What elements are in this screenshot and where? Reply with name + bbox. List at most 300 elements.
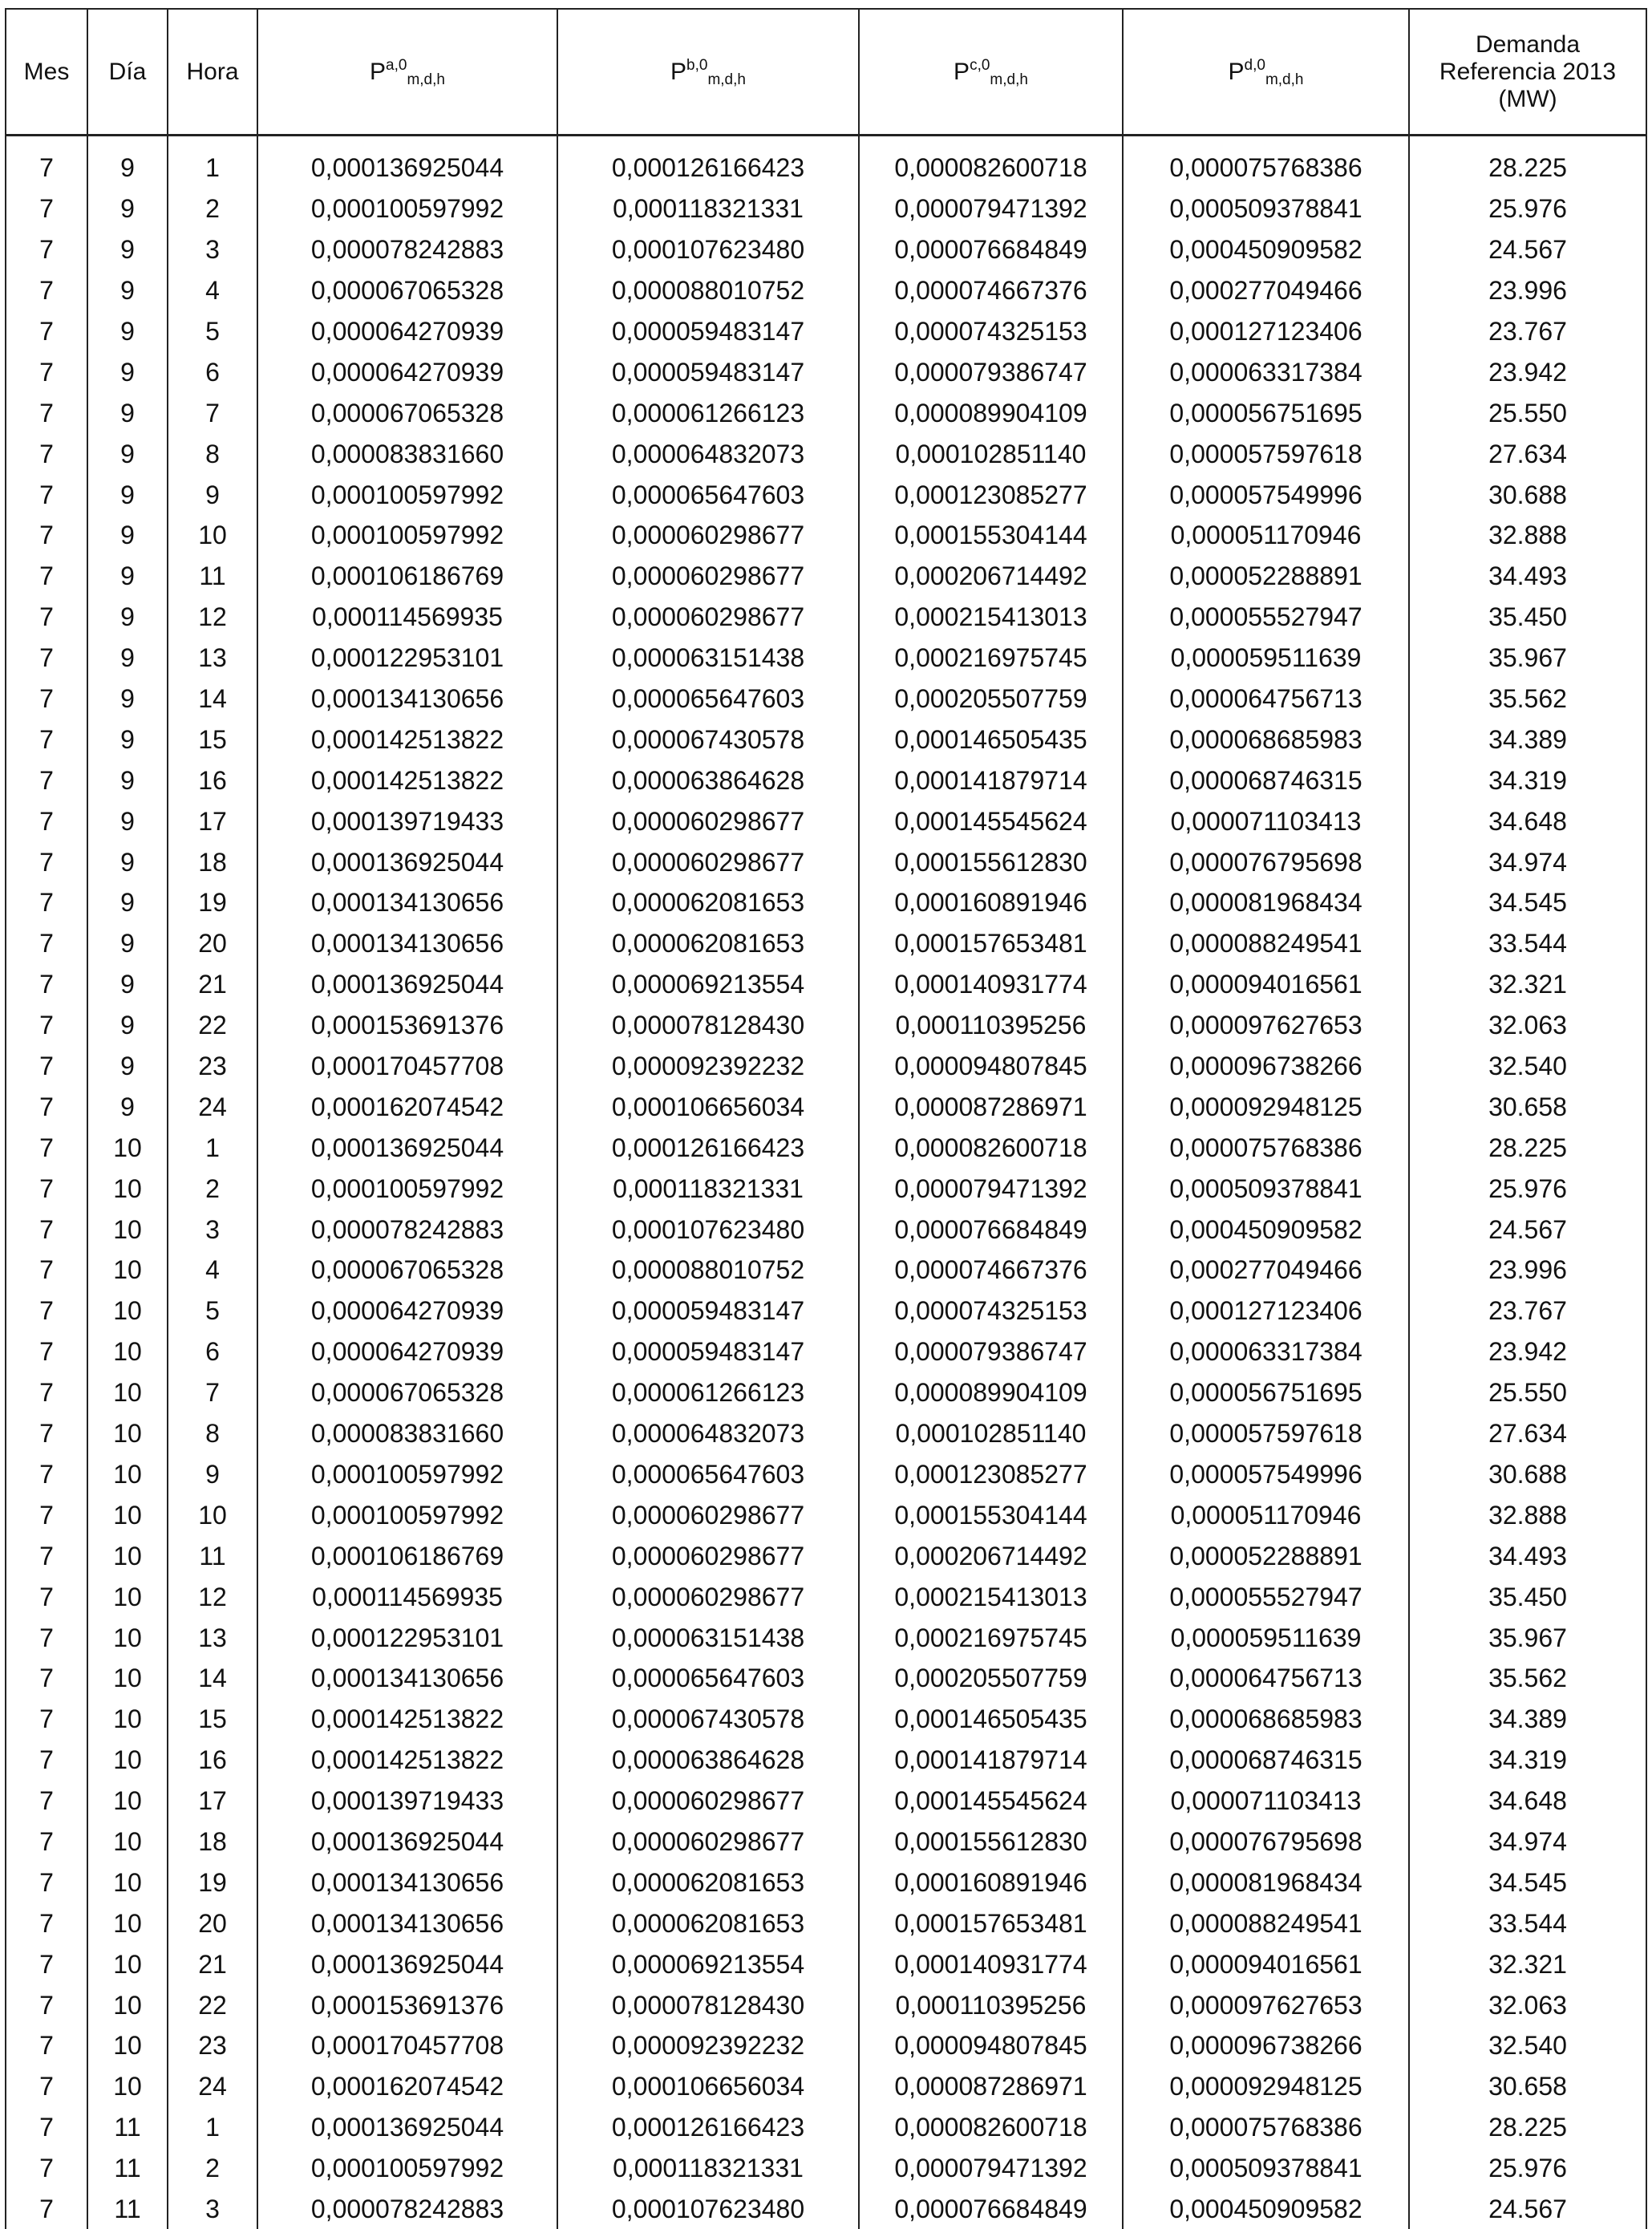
- cell-hora: 5: [168, 1291, 257, 1331]
- cell-demanda: 34.974: [1409, 1822, 1646, 1862]
- cell-hora: 22: [168, 1984, 257, 2025]
- cell-dia: 9: [87, 474, 168, 515]
- cell-pc: 0,000215413013: [859, 597, 1123, 638]
- cell-demanda: 32.321: [1409, 1943, 1646, 1984]
- cell-pa: 0,000134130656: [257, 923, 557, 964]
- cell-pd: 0,000055527947: [1123, 597, 1409, 638]
- cell-demanda: 23.942: [1409, 1331, 1646, 1372]
- cell-mes: 7: [6, 433, 87, 474]
- cell-pc: 0,000110395256: [859, 1984, 1123, 2025]
- cell-dia: 9: [87, 882, 168, 923]
- cell-dia: 9: [87, 270, 168, 311]
- cell-pd: 0,000071103413: [1123, 800, 1409, 841]
- cell-hora: 3: [168, 229, 257, 270]
- cell-pd: 0,000509378841: [1123, 188, 1409, 229]
- cell-pb: 0,000062081653: [557, 1903, 859, 1943]
- cell-pb: 0,000063864628: [557, 1740, 859, 1781]
- cell-hora: 9: [168, 1454, 257, 1495]
- cell-mes: 7: [6, 311, 87, 352]
- cell-hora: 12: [168, 1576, 257, 1617]
- cell-pd: 0,000056751695: [1123, 392, 1409, 433]
- cell-pd: 0,000450909582: [1123, 2189, 1409, 2229]
- cell-pa: 0,000139719433: [257, 800, 557, 841]
- cell-pd: 0,000450909582: [1123, 1209, 1409, 1250]
- table-row: [6, 679, 1646, 719]
- table-row: [6, 1454, 1646, 1495]
- cell-pd: 0,000051170946: [1123, 515, 1409, 556]
- table-row: [6, 1086, 1646, 1127]
- cell-mes: 7: [6, 1862, 87, 1903]
- cell-pc: 0,000155304144: [859, 515, 1123, 556]
- cell-dia: 10: [87, 1984, 168, 2025]
- cell-mes: 7: [6, 679, 87, 719]
- cell-pc: 0,000140931774: [859, 1943, 1123, 1984]
- cell-pb: 0,000107623480: [557, 2189, 859, 2229]
- table-row: [6, 1658, 1646, 1699]
- cell-pc: 0,000155612830: [859, 1822, 1123, 1862]
- cell-mes: 7: [6, 2025, 87, 2066]
- cell-pa: 0,000136925044: [257, 841, 557, 882]
- cell-pd: 0,000051170946: [1123, 1494, 1409, 1535]
- cell-pc: 0,000145545624: [859, 1781, 1123, 1822]
- cell-demanda: 25.976: [1409, 2148, 1646, 2189]
- cell-mes: 7: [6, 1740, 87, 1781]
- table-row: [6, 270, 1646, 311]
- cell-pd: 0,000094016561: [1123, 964, 1409, 1005]
- table-row: [6, 597, 1646, 638]
- header-pa: [257, 9, 557, 136]
- cell-dia: 10: [87, 1209, 168, 1250]
- header-pd-base: P: [1229, 59, 1245, 85]
- cell-pc: 0,000216975745: [859, 638, 1123, 679]
- cell-dia: 9: [87, 556, 168, 597]
- cell-dia: 11: [87, 2148, 168, 2189]
- cell-pc: 0,000074667376: [859, 1250, 1123, 1291]
- cell-pc: 0,000079471392: [859, 1168, 1123, 1209]
- cell-pd: 0,000056751695: [1123, 1372, 1409, 1413]
- cell-demanda: 33.544: [1409, 923, 1646, 964]
- header-pa-sub: m,d,h: [407, 71, 445, 88]
- cell-pc: 0,000157653481: [859, 923, 1123, 964]
- cell-pa: 0,000162074542: [257, 2066, 557, 2107]
- cell-hora: 24: [168, 1086, 257, 1127]
- cell-pc: 0,000205507759: [859, 1658, 1123, 1699]
- header-mes: Mes: [6, 9, 87, 136]
- cell-dia: 10: [87, 1781, 168, 1822]
- cell-dia: 9: [87, 597, 168, 638]
- table-row: [6, 1127, 1646, 1168]
- cell-pb: 0,000060298677: [557, 1494, 859, 1535]
- cell-pd: 0,000075768386: [1123, 148, 1409, 188]
- table-row: [6, 964, 1646, 1005]
- cell-hora: 1: [168, 148, 257, 188]
- cell-mes: 7: [6, 841, 87, 882]
- cell-pa: 0,000170457708: [257, 1046, 557, 1087]
- cell-pc: 0,000205507759: [859, 679, 1123, 719]
- cell-pd: 0,000092948125: [1123, 1086, 1409, 1127]
- cell-pd: 0,000509378841: [1123, 1168, 1409, 1209]
- cell-pa: 0,000064270939: [257, 1331, 557, 1372]
- cell-pc: 0,000082600718: [859, 148, 1123, 188]
- cell-demanda: 34.545: [1409, 882, 1646, 923]
- cell-dia: 11: [87, 2189, 168, 2229]
- cell-pd: 0,000059511639: [1123, 638, 1409, 679]
- cell-pd: 0,000509378841: [1123, 2148, 1409, 2189]
- cell-mes: 7: [6, 351, 87, 392]
- cell-pc: 0,000141879714: [859, 760, 1123, 800]
- cell-pd: 0,000063317384: [1123, 351, 1409, 392]
- cell-mes: 7: [6, 1209, 87, 1250]
- cell-pc: 0,000146505435: [859, 719, 1123, 760]
- cell-mes: 7: [6, 638, 87, 679]
- cell-demanda: 34.389: [1409, 1699, 1646, 1740]
- cell-pa: 0,000100597992: [257, 1168, 557, 1209]
- cell-mes: 7: [6, 760, 87, 800]
- cell-mes: 7: [6, 1494, 87, 1535]
- cell-pb: 0,000088010752: [557, 270, 859, 311]
- cell-demanda: 34.319: [1409, 1740, 1646, 1781]
- cell-demanda: 23.767: [1409, 1291, 1646, 1331]
- cell-mes: 7: [6, 1576, 87, 1617]
- cell-pa: 0,000136925044: [257, 148, 557, 188]
- cell-mes: 7: [6, 1535, 87, 1576]
- cell-pb: 0,000069213554: [557, 1943, 859, 1984]
- cell-pb: 0,000106656034: [557, 2066, 859, 2107]
- header-spacer-row: [6, 136, 1646, 148]
- cell-pd: 0,000057597618: [1123, 433, 1409, 474]
- cell-pd: 0,000094016561: [1123, 1943, 1409, 1984]
- table-row: [6, 1250, 1646, 1291]
- cell-pd: 0,000075768386: [1123, 1127, 1409, 1168]
- header-pc-base: P: [954, 59, 970, 85]
- cell-pc: 0,000089904109: [859, 1372, 1123, 1413]
- cell-hora: 24: [168, 2066, 257, 2107]
- cell-dia: 9: [87, 392, 168, 433]
- cell-dia: 10: [87, 2025, 168, 2066]
- cell-dia: 9: [87, 311, 168, 352]
- table-row: [6, 1740, 1646, 1781]
- cell-mes: 7: [6, 1413, 87, 1454]
- cell-hora: 2: [168, 1168, 257, 1209]
- cell-demanda: 34.493: [1409, 1535, 1646, 1576]
- cell-pa: 0,000100597992: [257, 1454, 557, 1495]
- table-row: [6, 841, 1646, 882]
- cell-hora: 17: [168, 1781, 257, 1822]
- cell-pa: 0,000083831660: [257, 1413, 557, 1454]
- table-row: [6, 1781, 1646, 1822]
- header-pd-sup: d,0: [1245, 57, 1265, 74]
- cell-mes: 7: [6, 1046, 87, 1087]
- cell-dia: 10: [87, 1903, 168, 1943]
- cell-pc: 0,000076684849: [859, 229, 1123, 270]
- cell-pb: 0,000061266123: [557, 1372, 859, 1413]
- table-row: [6, 1699, 1646, 1740]
- header-pb-base: P: [670, 59, 686, 85]
- cell-pc: 0,000079386747: [859, 351, 1123, 392]
- table-row: [6, 433, 1646, 474]
- cell-hora: 10: [168, 515, 257, 556]
- cell-demanda: 35.450: [1409, 597, 1646, 638]
- cell-dia: 10: [87, 1127, 168, 1168]
- cell-pa: 0,000134130656: [257, 1903, 557, 1943]
- demand-profile-table: [5, 8, 1647, 2229]
- cell-pa: 0,000142513822: [257, 1699, 557, 1740]
- cell-dia: 10: [87, 1413, 168, 1454]
- cell-pa: 0,000083831660: [257, 433, 557, 474]
- header-demanda: [1409, 9, 1646, 136]
- cell-hora: 20: [168, 923, 257, 964]
- cell-dia: 10: [87, 1699, 168, 1740]
- cell-hora: 19: [168, 882, 257, 923]
- cell-dia: 9: [87, 229, 168, 270]
- table-row: [6, 2066, 1646, 2107]
- cell-pc: 0,000076684849: [859, 1209, 1123, 1250]
- cell-pb: 0,000065647603: [557, 474, 859, 515]
- cell-pc: 0,000079471392: [859, 2148, 1123, 2189]
- cell-mes: 7: [6, 270, 87, 311]
- cell-hora: 16: [168, 760, 257, 800]
- cell-pa: 0,000153691376: [257, 1984, 557, 2025]
- cell-pa: 0,000142513822: [257, 760, 557, 800]
- cell-pa: 0,000136925044: [257, 964, 557, 1005]
- cell-pb: 0,000060298677: [557, 556, 859, 597]
- table-row: [6, 1617, 1646, 1658]
- table-row: [6, 1984, 1646, 2025]
- cell-pb: 0,000062081653: [557, 923, 859, 964]
- table-row: [6, 1822, 1646, 1862]
- cell-pc: 0,000157653481: [859, 1903, 1123, 1943]
- cell-pc: 0,000145545624: [859, 800, 1123, 841]
- cell-mes: 7: [6, 882, 87, 923]
- cell-dia: 10: [87, 1168, 168, 1209]
- cell-pb: 0,000126166423: [557, 1127, 859, 1168]
- table-row: [6, 1372, 1646, 1413]
- cell-mes: 7: [6, 2107, 87, 2148]
- cell-demanda: 32.888: [1409, 1494, 1646, 1535]
- cell-mes: 7: [6, 188, 87, 229]
- cell-pc: 0,000079471392: [859, 188, 1123, 229]
- cell-demanda: 30.688: [1409, 474, 1646, 515]
- table-row: [6, 1494, 1646, 1535]
- cell-pd: 0,000097627653: [1123, 1005, 1409, 1046]
- cell-hora: 5: [168, 311, 257, 352]
- table-row: [6, 1168, 1646, 1209]
- cell-hora: 18: [168, 1822, 257, 1862]
- cell-pd: 0,000127123406: [1123, 311, 1409, 352]
- cell-pb: 0,000065647603: [557, 1658, 859, 1699]
- cell-hora: 15: [168, 719, 257, 760]
- cell-pd: 0,000068685983: [1123, 719, 1409, 760]
- table-row: [6, 148, 1646, 188]
- cell-hora: 18: [168, 841, 257, 882]
- cell-pd: 0,000063317384: [1123, 1331, 1409, 1372]
- cell-demanda: 28.225: [1409, 1127, 1646, 1168]
- cell-demanda: 27.634: [1409, 1413, 1646, 1454]
- cell-pd: 0,000057549996: [1123, 1454, 1409, 1495]
- cell-hora: 4: [168, 270, 257, 311]
- cell-pb: 0,000065647603: [557, 1454, 859, 1495]
- cell-pb: 0,000092392232: [557, 1046, 859, 1087]
- cell-pd: 0,000096738266: [1123, 2025, 1409, 2066]
- cell-dia: 10: [87, 1331, 168, 1372]
- cell-mes: 7: [6, 923, 87, 964]
- cell-demanda: 27.634: [1409, 433, 1646, 474]
- cell-hora: 15: [168, 1699, 257, 1740]
- cell-pd: 0,000450909582: [1123, 229, 1409, 270]
- cell-mes: 7: [6, 719, 87, 760]
- cell-demanda: 35.450: [1409, 1576, 1646, 1617]
- table-row: [6, 2189, 1646, 2229]
- cell-pd: 0,000052288891: [1123, 1535, 1409, 1576]
- cell-pa: 0,000170457708: [257, 2025, 557, 2066]
- cell-dia: 10: [87, 1658, 168, 1699]
- cell-pb: 0,000078128430: [557, 1005, 859, 1046]
- cell-mes: 7: [6, 1331, 87, 1372]
- cell-dia: 10: [87, 1822, 168, 1862]
- cell-pb: 0,000059483147: [557, 1291, 859, 1331]
- cell-mes: 7: [6, 1250, 87, 1291]
- table-row: [6, 2025, 1646, 2066]
- cell-demanda: 35.967: [1409, 1617, 1646, 1658]
- cell-hora: 20: [168, 1903, 257, 1943]
- cell-pd: 0,000081968434: [1123, 882, 1409, 923]
- cell-hora: 8: [168, 433, 257, 474]
- cell-pb: 0,000067430578: [557, 1699, 859, 1740]
- cell-hora: 10: [168, 1494, 257, 1535]
- cell-hora: 19: [168, 1862, 257, 1903]
- cell-dia: 9: [87, 719, 168, 760]
- cell-pc: 0,000087286971: [859, 1086, 1123, 1127]
- table-row: [6, 2107, 1646, 2148]
- cell-pa: 0,000136925044: [257, 2107, 557, 2148]
- cell-mes: 7: [6, 2066, 87, 2107]
- cell-pd: 0,000064756713: [1123, 679, 1409, 719]
- cell-pb: 0,000092392232: [557, 2025, 859, 2066]
- cell-hora: 14: [168, 679, 257, 719]
- cell-dia: 10: [87, 1454, 168, 1495]
- header-demanda-line1: Demanda: [1476, 31, 1580, 58]
- cell-pa: 0,000106186769: [257, 556, 557, 597]
- cell-pa: 0,000114569935: [257, 1576, 557, 1617]
- cell-pc: 0,000160891946: [859, 1862, 1123, 1903]
- cell-dia: 10: [87, 2066, 168, 2107]
- cell-hora: 3: [168, 2189, 257, 2229]
- cell-hora: 23: [168, 2025, 257, 2066]
- cell-pa: 0,000136925044: [257, 1943, 557, 1984]
- cell-pc: 0,000206714492: [859, 1535, 1123, 1576]
- cell-pa: 0,000134130656: [257, 1658, 557, 1699]
- cell-demanda: 25.976: [1409, 1168, 1646, 1209]
- cell-pb: 0,000067430578: [557, 719, 859, 760]
- cell-dia: 10: [87, 1494, 168, 1535]
- cell-mes: 7: [6, 515, 87, 556]
- cell-pa: 0,000078242883: [257, 1209, 557, 1250]
- cell-dia: 10: [87, 1740, 168, 1781]
- cell-mes: 7: [6, 1822, 87, 1862]
- cell-pa: 0,000067065328: [257, 270, 557, 311]
- cell-dia: 11: [87, 2107, 168, 2148]
- cell-demanda: 28.225: [1409, 148, 1646, 188]
- cell-demanda: 24.567: [1409, 2189, 1646, 2229]
- cell-mes: 7: [6, 556, 87, 597]
- cell-pc: 0,000076684849: [859, 2189, 1123, 2229]
- cell-pc: 0,000094807845: [859, 2025, 1123, 2066]
- cell-pd: 0,000075768386: [1123, 2107, 1409, 2148]
- cell-pa: 0,000078242883: [257, 229, 557, 270]
- cell-pb: 0,000060298677: [557, 800, 859, 841]
- cell-pa: 0,000142513822: [257, 719, 557, 760]
- cell-dia: 9: [87, 1046, 168, 1087]
- cell-dia: 9: [87, 188, 168, 229]
- cell-demanda: 24.567: [1409, 229, 1646, 270]
- cell-pc: 0,000215413013: [859, 1576, 1123, 1617]
- cell-hora: 21: [168, 964, 257, 1005]
- cell-pa: 0,000100597992: [257, 515, 557, 556]
- cell-pc: 0,000110395256: [859, 1005, 1123, 1046]
- cell-dia: 9: [87, 515, 168, 556]
- header-dia: Día: [87, 9, 168, 136]
- cell-hora: 23: [168, 1046, 257, 1087]
- table-row: [6, 351, 1646, 392]
- table-row: [6, 719, 1646, 760]
- cell-mes: 7: [6, 2189, 87, 2229]
- cell-mes: 7: [6, 229, 87, 270]
- cell-dia: 9: [87, 433, 168, 474]
- cell-demanda: 25.550: [1409, 1372, 1646, 1413]
- cell-pb: 0,000062081653: [557, 882, 859, 923]
- cell-hora: 11: [168, 1535, 257, 1576]
- cell-mes: 7: [6, 1454, 87, 1495]
- cell-dia: 10: [87, 1250, 168, 1291]
- cell-dia: 9: [87, 679, 168, 719]
- table-row: [6, 1903, 1646, 1943]
- cell-pc: 0,000141879714: [859, 1740, 1123, 1781]
- cell-mes: 7: [6, 1984, 87, 2025]
- cell-pb: 0,000064832073: [557, 433, 859, 474]
- table-row: [6, 1576, 1646, 1617]
- cell-pc: 0,000216975745: [859, 1617, 1123, 1658]
- cell-pc: 0,000089904109: [859, 392, 1123, 433]
- cell-dia: 9: [87, 964, 168, 1005]
- cell-pb: 0,000118321331: [557, 2148, 859, 2189]
- cell-pb: 0,000060298677: [557, 1781, 859, 1822]
- cell-pc: 0,000102851140: [859, 1413, 1123, 1454]
- cell-dia: 9: [87, 760, 168, 800]
- cell-pb: 0,000061266123: [557, 392, 859, 433]
- cell-pb: 0,000060298677: [557, 1822, 859, 1862]
- cell-pa: 0,000139719433: [257, 1781, 557, 1822]
- cell-hora: 14: [168, 1658, 257, 1699]
- cell-demanda: 30.688: [1409, 1454, 1646, 1495]
- header-pc-sup: c,0: [970, 57, 990, 74]
- cell-demanda: 34.974: [1409, 841, 1646, 882]
- header-demanda-line3: (MW): [1498, 86, 1557, 112]
- cell-pd: 0,000076795698: [1123, 1822, 1409, 1862]
- cell-demanda: 28.225: [1409, 2107, 1646, 2148]
- cell-demanda: 35.562: [1409, 1658, 1646, 1699]
- cell-pb: 0,000060298677: [557, 1576, 859, 1617]
- cell-pd: 0,000057549996: [1123, 474, 1409, 515]
- header-pb-sub: m,d,h: [707, 71, 746, 88]
- cell-pb: 0,000088010752: [557, 1250, 859, 1291]
- cell-dia: 10: [87, 1291, 168, 1331]
- cell-pc: 0,000087286971: [859, 2066, 1123, 2107]
- cell-mes: 7: [6, 1086, 87, 1127]
- header-pd-sub: m,d,h: [1265, 71, 1304, 88]
- header-pa-sup: a,0: [386, 57, 407, 74]
- cell-hora: 2: [168, 188, 257, 229]
- cell-pc: 0,000074325153: [859, 311, 1123, 352]
